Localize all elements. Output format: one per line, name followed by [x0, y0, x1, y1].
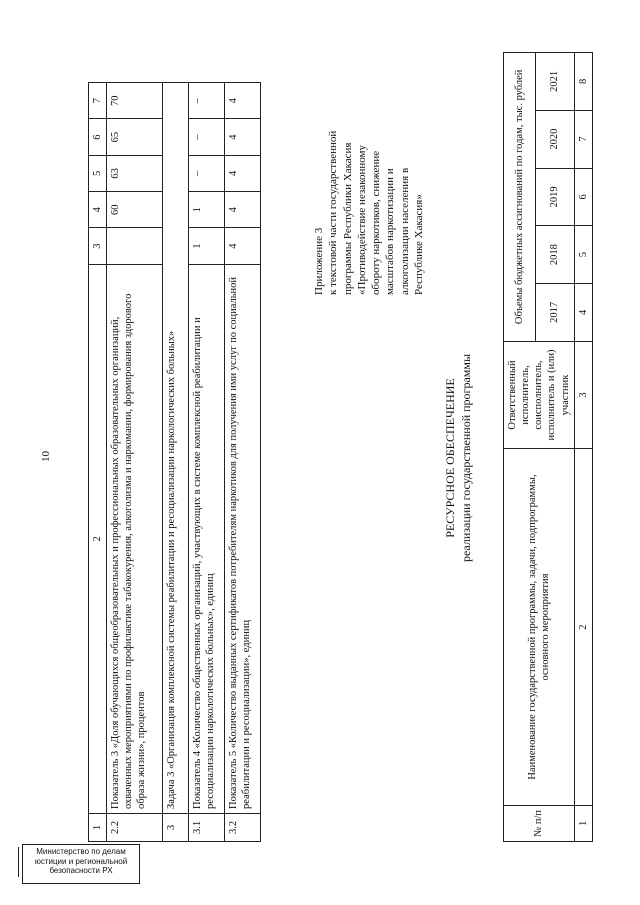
- page-title: РЕСУРСНОЕ ОБЕСПЕЧЕНИЕ: [443, 378, 457, 538]
- appendix-line: к текстовой части государственной: [327, 130, 340, 295]
- numbering-cell: 6: [574, 168, 592, 226]
- col-responsible-header: Ответственный исполнитель, соисполнитель, исполнитель и (или) участник: [504, 341, 575, 449]
- numbering-row: [574, 53, 592, 842]
- value-cell: 4: [225, 83, 261, 119]
- row-number: 3.1: [189, 813, 225, 841]
- appendix-line: алкоголизации населения в: [398, 167, 411, 295]
- appendix-line: масштабов наркотизации и: [384, 168, 397, 295]
- appendix-line: обороту наркотиков, снижение: [370, 150, 383, 295]
- numbering-cell: 2: [574, 449, 592, 805]
- value-cell: 65: [107, 119, 163, 155]
- header-cell: 7: [89, 83, 107, 119]
- value-cell: –: [189, 155, 225, 191]
- numbering-cell: 4: [574, 283, 592, 341]
- indicator-name: Показатель 3 «Доля обучающихся общеобразовательных и профессиональных образовательных организаций, охваченных мероприятиями по профилактике табакокурения, алкоголизма и наркомании, формирования здорового образа жизни», процентов: [107, 264, 163, 813]
- col-name-header: Наименование государственной программы, задачи, подпрограммы, основного мероприятия: [504, 449, 575, 805]
- appendix-line: программы Республики Хакасия: [341, 142, 354, 295]
- value-cell: 63: [107, 155, 163, 191]
- header-cell: 4: [89, 192, 107, 228]
- value-cell: 70: [107, 83, 163, 119]
- value-cell: 4: [225, 192, 261, 228]
- value-cell: 60: [107, 192, 163, 228]
- value-cell: 4: [225, 155, 261, 191]
- page-subtitle: реализации государственной программы: [459, 353, 474, 563]
- row-number: 2.2: [107, 813, 163, 841]
- table-row: [189, 83, 225, 842]
- indicator-name: Показатель 5 «Количество выданных сертификатов потребителям наркотиков для получения ими услуг по социальной реабилитации и ресоциализации», единиц: [225, 264, 261, 813]
- stamp-line: безопасности РХ: [49, 866, 113, 876]
- value-cell: 4: [225, 228, 261, 264]
- ministry-stamp: [22, 844, 140, 884]
- col-number-header: № п/п: [504, 805, 575, 841]
- header-cell: 5: [89, 155, 107, 191]
- header-cell: 2: [89, 264, 107, 813]
- header-cell: 6: [89, 119, 107, 155]
- numbering-cell: 5: [574, 226, 592, 284]
- year-header: 2019: [535, 168, 574, 226]
- table-row: [225, 83, 261, 842]
- indicators-table: [88, 82, 261, 842]
- col-budget-header: Объемы бюджетных ассигнований по годам, тыс. рублей: [504, 53, 536, 342]
- page-number: 10: [40, 451, 52, 462]
- appendix-line: Республике Хакасия»: [413, 194, 426, 295]
- value-cell: [107, 228, 163, 264]
- year-header: 2021: [535, 53, 574, 111]
- row-number: 3: [163, 813, 189, 841]
- resources-table: [503, 52, 593, 842]
- numbering-cell: 1: [574, 805, 592, 841]
- header-cell: 3: [89, 228, 107, 264]
- value-cell: 1: [189, 228, 225, 264]
- task-name: Задача 3 «Организация комплексной системы реабилитации и ресоциализации наркологических больных»: [163, 83, 189, 814]
- stamp-line: юстиции и региональной: [34, 856, 128, 866]
- value-cell: 1: [189, 192, 225, 228]
- table-header-row: [89, 83, 107, 842]
- table-row: [107, 83, 163, 842]
- year-header: 2018: [535, 226, 574, 284]
- year-header: 2017: [535, 283, 574, 341]
- value-cell: –: [189, 83, 225, 119]
- header-cell: 1: [89, 813, 107, 841]
- task-row: [163, 83, 189, 842]
- appendix-line: Приложение 3: [313, 227, 325, 295]
- row-number: 3.2: [225, 813, 261, 841]
- value-cell: 4: [225, 119, 261, 155]
- value-cell: –: [189, 119, 225, 155]
- appendix-line: «Противодействие незаконному: [355, 144, 368, 295]
- stamp-edge: [18, 847, 22, 877]
- numbering-cell: 3: [574, 341, 592, 449]
- numbering-cell: 7: [574, 110, 592, 168]
- indicator-name: Показатель 4 «Количество общественных организаций, участвующих в системе комплексной реабилитации и ресоциализации наркологических больных», единиц: [189, 264, 225, 813]
- numbering-cell: 8: [574, 53, 592, 111]
- stamp-line: Министерство по делам: [36, 847, 126, 856]
- year-header: 2020: [535, 110, 574, 168]
